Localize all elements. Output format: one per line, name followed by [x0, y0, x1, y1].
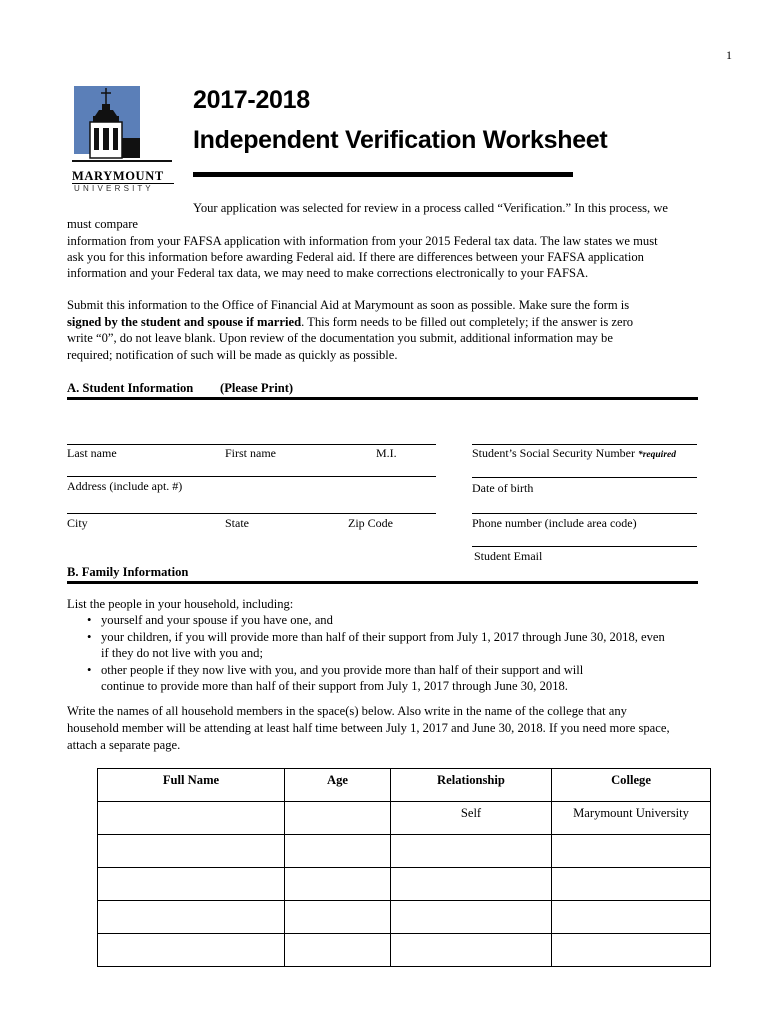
dob-line[interactable] [472, 477, 697, 478]
cell-full-name[interactable] [98, 934, 285, 967]
submit-emphasis: signed by the student and spouse if married [67, 315, 302, 329]
cell-relationship[interactable] [391, 868, 552, 901]
section-a-heading: A. Student Information [67, 381, 194, 395]
intro-line-3: information from your FAFSA application with information from your 2015 Federal tax data. The law states we must [67, 234, 658, 248]
household-instructions-line-1: Write the names of all household members in the space(s) below. Also write in the name of the college that any [67, 704, 627, 718]
cell-full-name[interactable] [98, 901, 285, 934]
table-row [98, 901, 711, 934]
list-item: • other people if they now live with you, and you provide more than half of their support and will continue to provide more than half of their support from July 1, 2017 through June 30, 2018. [83, 662, 743, 695]
section-a-note: (Please Print) [220, 381, 294, 395]
household-table [97, 768, 711, 967]
city-label: City [67, 516, 88, 530]
col-full-name: Full Name [98, 769, 285, 802]
household-instructions-line-3: attach a separate page. [67, 738, 181, 752]
cell-full-name[interactable] [98, 868, 285, 901]
cell-college[interactable] [552, 934, 711, 967]
cell-college[interactable] [552, 868, 711, 901]
ssn-line[interactable] [472, 444, 697, 445]
city-state-zip-line[interactable] [67, 513, 436, 514]
col-age: Age [285, 769, 391, 802]
phone-label: Phone number (include area code) [472, 516, 637, 530]
cell-full-name[interactable] [98, 835, 285, 868]
cell-relationship[interactable]: Self [391, 802, 552, 835]
last-name-label: Last name [67, 446, 117, 460]
submit-line-3: write “0”, do not leave blank. Upon review of the documentation you submit, additional information may be [67, 331, 613, 345]
cell-age[interactable] [285, 802, 391, 835]
cell-relationship[interactable] [391, 835, 552, 868]
household-criteria-list [83, 612, 743, 695]
zip-label: Zip Code [348, 516, 393, 530]
section-a-rule [67, 397, 698, 400]
table-row [98, 934, 711, 967]
list-item: • your children, if you will provide more than half of their support from July 1, 2017 through June 30, 2018, even if they do not live with you and; [83, 629, 743, 662]
ssn-label-text: Student’s Social Security Number [472, 446, 635, 460]
cell-college[interactable] [552, 901, 711, 934]
table-row [98, 802, 711, 835]
col-college: College [552, 769, 711, 802]
col-relationship: Relationship [391, 769, 552, 802]
name-line[interactable] [67, 444, 436, 445]
first-name-label: First name [225, 446, 276, 460]
submit-line-1: Submit this information to the Office of Financial Aid at Marymount as soon as possible. Make sure the form is [67, 298, 630, 312]
mi-label: M.I. [376, 446, 397, 460]
household-instructions-line-2: household member will be attending at least half time between July 1, 2017 and June 30, 2018. If you need more space, [67, 721, 670, 735]
section-b-heading: B. Family Information [67, 565, 189, 579]
intro-line-2: must compare [67, 217, 138, 231]
dob-label: Date of birth [472, 481, 534, 495]
table-header-row [98, 769, 711, 802]
cell-age[interactable] [285, 901, 391, 934]
cell-college[interactable] [552, 835, 711, 868]
intro-line-1: Your application was selected for review in a process called “Verification.” In this process, we [193, 201, 669, 215]
household-list-intro: List the people in your household, including: [67, 597, 294, 611]
page-number: 1 [726, 48, 732, 62]
state-label: State [225, 516, 249, 530]
cell-relationship[interactable] [391, 934, 552, 967]
phone-line[interactable] [472, 513, 697, 514]
address-label: Address (include apt. #) [67, 479, 183, 493]
logo-subname: U N I V E R S I T Y [74, 184, 152, 193]
intro-line-5: information and your Federal tax data, we may need to make corrections electronically to your FAFSA. [67, 266, 589, 280]
ssn-required-note: *required [637, 450, 676, 460]
email-line[interactable] [472, 546, 697, 547]
logo-name: MARYMOUNT [72, 169, 164, 183]
submit-line-4: required; notification of such will be made as quickly as possible. [67, 348, 398, 362]
list-item: • yourself and your spouse if you have one, and [83, 612, 743, 629]
address-line[interactable] [67, 476, 436, 477]
cell-full-name[interactable] [98, 802, 285, 835]
table-row [98, 835, 711, 868]
cell-relationship[interactable] [391, 901, 552, 934]
intro-line-4: ask you for this information before awarding Federal aid. If there are differences between your FAFSA application [67, 250, 644, 264]
table-row [98, 868, 711, 901]
cell-age[interactable] [285, 934, 391, 967]
section-b-rule [67, 581, 698, 584]
email-label: Student Email [474, 549, 543, 563]
cell-age[interactable] [285, 868, 391, 901]
marymount-logo [70, 82, 174, 194]
ssn-label [472, 446, 676, 461]
cell-college[interactable]: Marymount University [552, 802, 711, 835]
worksheet-year: 2017-2018 [193, 86, 310, 114]
header-rule [193, 172, 573, 177]
page-title: Independent Verification Worksheet [193, 126, 608, 154]
submit-line-2 [67, 314, 633, 331]
submit-line-2-rest: . This form needs to be filled out completely; if the answer is zero [301, 315, 634, 329]
chapel-logo-icon [70, 82, 174, 170]
cell-age[interactable] [285, 835, 391, 868]
